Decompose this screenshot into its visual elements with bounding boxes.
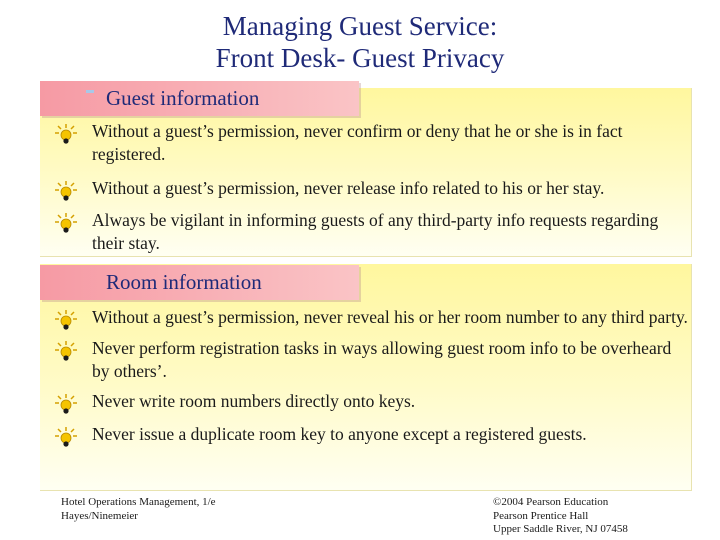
list-item [52, 390, 692, 413]
footer-line: Hayes/Ninemeier [61, 509, 138, 522]
lightbulb-icon [52, 425, 78, 447]
footer-line: Hotel Operations Management, 1/e [61, 496, 216, 508]
lightbulb-icon [52, 211, 78, 233]
list-item [52, 177, 692, 200]
lightbulb-icon [52, 179, 78, 201]
footer-line: Upper Saddle River, NJ 07458 [493, 523, 628, 535]
lightbulb-icon [52, 392, 78, 414]
room-information-tab: Room information [40, 265, 359, 300]
guest-information-tab: Guest information [40, 81, 359, 116]
list-item-text: Never issue a duplicate room key to anyone except a registered guests. [92, 424, 587, 444]
list-item-text: Always be vigilant in informing guests of any third-party info requests regarding their stay. [92, 210, 659, 253]
list-item-text: Without a guest’s permission, never confirm or deny that he or she is in fact registered. [92, 121, 623, 164]
list-item [52, 209, 692, 255]
title-line-1: Managing Guest Service: [222, 11, 498, 41]
footer-copyright [493, 496, 628, 537]
lightbulb-icon [52, 122, 78, 144]
lightbulb-icon [52, 339, 78, 361]
room-information-list [52, 306, 692, 446]
tab-marker [86, 90, 94, 93]
list-item-text: Never perform registration tasks in ways allowing guest room info to be overheard by others’. [92, 338, 672, 381]
slide-title [0, 10, 720, 74]
title-line-2: Front Desk- Guest Privacy [215, 43, 505, 73]
list-item [52, 337, 692, 383]
footer-credits [61, 496, 216, 523]
list-item-text: Without a guest’s permission, never reveal his or her room number to any third party. [92, 307, 688, 327]
footer-line: ©2004 Pearson Education [493, 496, 609, 508]
footer-line: Pearson Prentice Hall [493, 509, 589, 522]
list-item [52, 423, 692, 446]
list-item-text: Without a guest’s permission, never release info related to his or her stay. [92, 178, 605, 198]
list-item-text: Never write room numbers directly onto keys. [92, 391, 416, 411]
list-item [52, 120, 692, 166]
list-item [52, 306, 692, 329]
guest-information-list [52, 120, 692, 255]
lightbulb-icon [52, 308, 78, 330]
